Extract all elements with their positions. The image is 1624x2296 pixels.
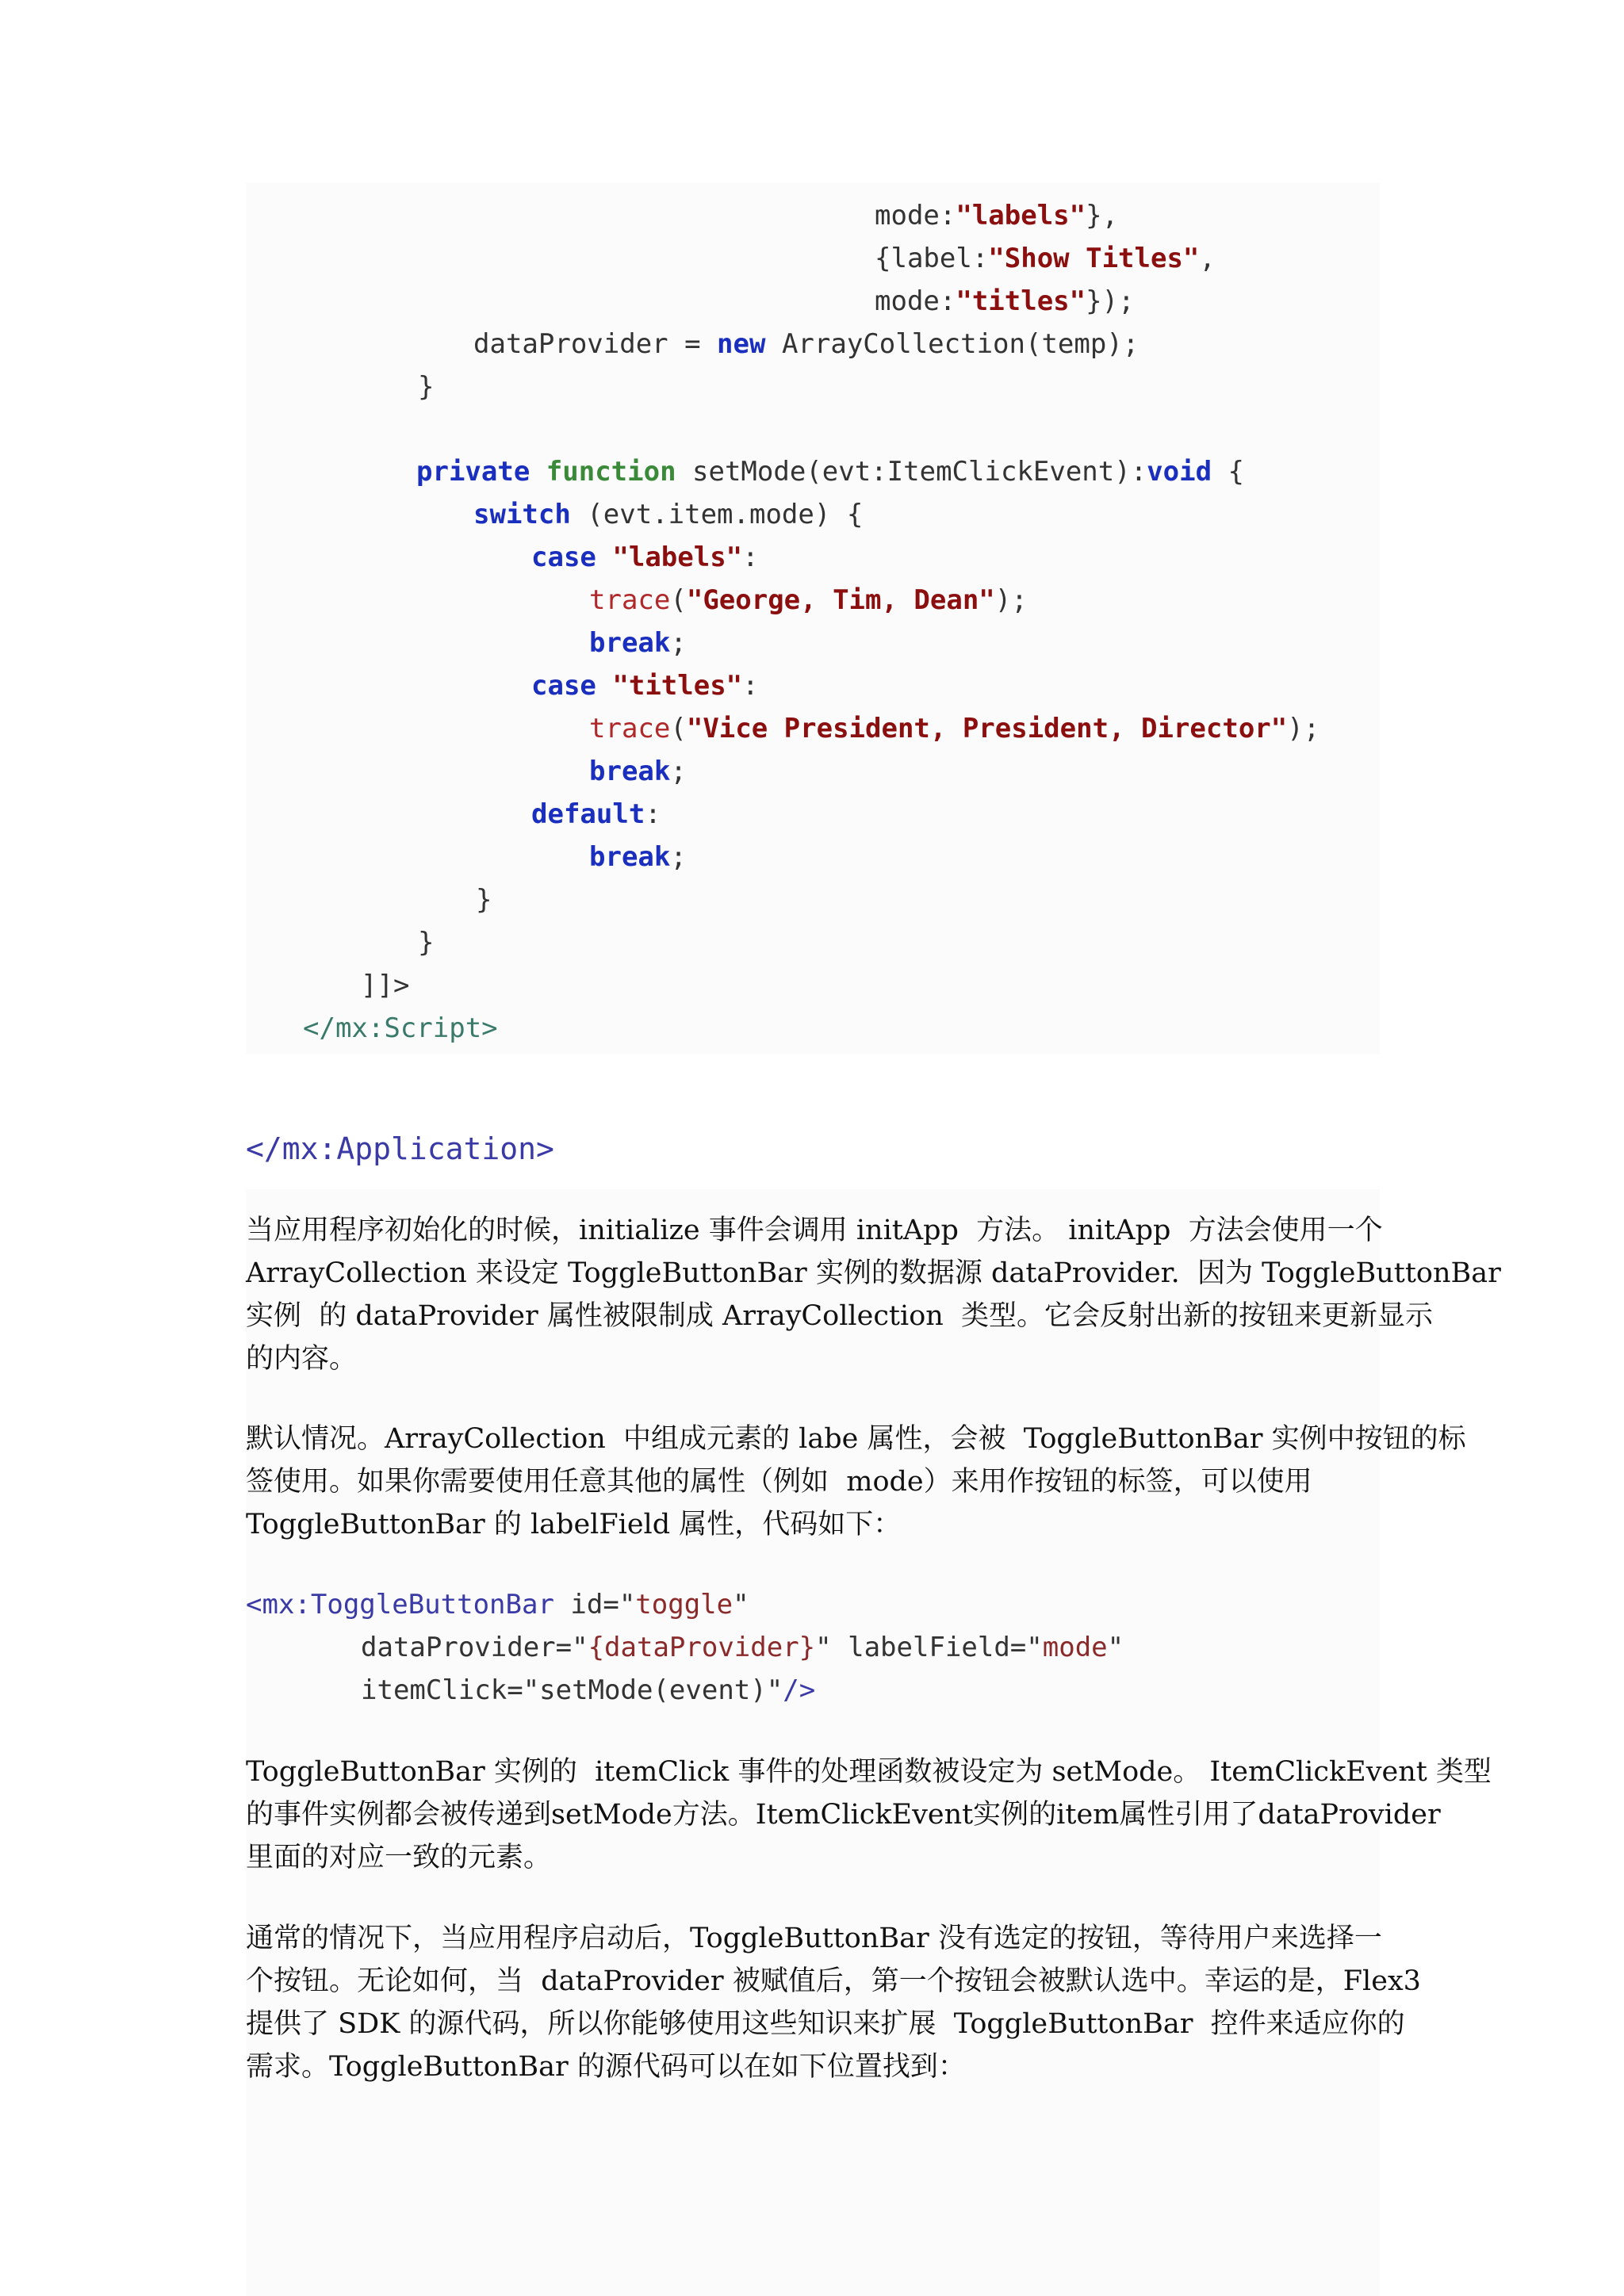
code-line: default:	[531, 798, 661, 830]
paragraph-2: 默认情况。ArrayCollection 中组成元素的 labe 属性，会被 ToggleButtonBar 实例中按钮的标 签使用。如果你需要使用任意其他的属性（例如 mode）来用作按钮的标签，可以使用 ToggleButtonBar 的 labelField 属性，代码如下：	[246, 1423, 1466, 1540]
code-line: mode:"titles"});	[875, 285, 1135, 317]
code-line: <mx:ToggleButtonBar id="toggle"	[246, 1589, 749, 1621]
paragraph-4: 通常的情况下，当应用程序启动后，ToggleButtonBar 没有选定的按钮，等待用户来选择一 个按钮。无论如何，当 dataProvider 被赋值后，第一个按钮会被默认选中。幸运的是，Flex3 提供了 SDK 的源代码，所以你能够使用这些知识来扩展 ToggleButtonBar 控件来适应你的 需求。ToggleButtonBar 的源代码可以在如下位置找到：	[246, 1923, 1421, 2083]
code-line: case "labels":	[531, 541, 759, 573]
code-line: switch (evt.item.mode) {	[473, 499, 864, 530]
code-line: dataProvider = new ArrayCollection(temp);	[473, 328, 1139, 360]
code-line: case "titles":	[531, 670, 759, 702]
code-line: }	[476, 884, 492, 916]
application-close-tag: </mx:Application>	[246, 1131, 554, 1166]
paragraph-3: ToggleButtonBar 实例的 itemClick 事件的处理函数被设定为 setMode。 ItemClickEvent 类型 的事件实例都会被传递到setMode方法。ItemClickEvent实例的item属性引用了dataProvider 里面的对应一致的元素。	[246, 1756, 1492, 1873]
code-line: </mx:Script>	[303, 1012, 498, 1044]
code-line: private function setMode(evt:ItemClickEvent):void {	[416, 456, 1245, 488]
code-line: ]]>	[361, 970, 410, 1001]
code-line: }	[418, 371, 435, 403]
code-line: trace("George, Tim, Dean");	[589, 584, 1028, 616]
code-line: }	[418, 927, 435, 959]
paragraph-1: 当应用程序初始化的时候，initialize 事件会调用 initApp 方法。 initApp 方法会使用一个 ArrayCollection 来设定 ToggleButtonBar 实例的数据源 dataProvider. 因为 ToggleButtonBar 实例 的 dataProvider 属性被限制成 ArrayCollection 类型。它会反射出新的按钮来更新显示 的内容。	[246, 1215, 1501, 1375]
code-line: break;	[589, 627, 687, 659]
code-line: itemClick="setMode(event)"/>	[361, 1674, 816, 1706]
code-line: {label:"Show Titles",	[875, 243, 1216, 274]
code-line: trace("Vice President, President, Director");	[589, 713, 1320, 744]
code-line: mode:"labels"},	[875, 200, 1119, 232]
code-line: break;	[589, 841, 687, 873]
code-line: break;	[589, 756, 687, 787]
code-line: dataProvider="{dataProvider}" labelField="mode"	[361, 1632, 1124, 1663]
